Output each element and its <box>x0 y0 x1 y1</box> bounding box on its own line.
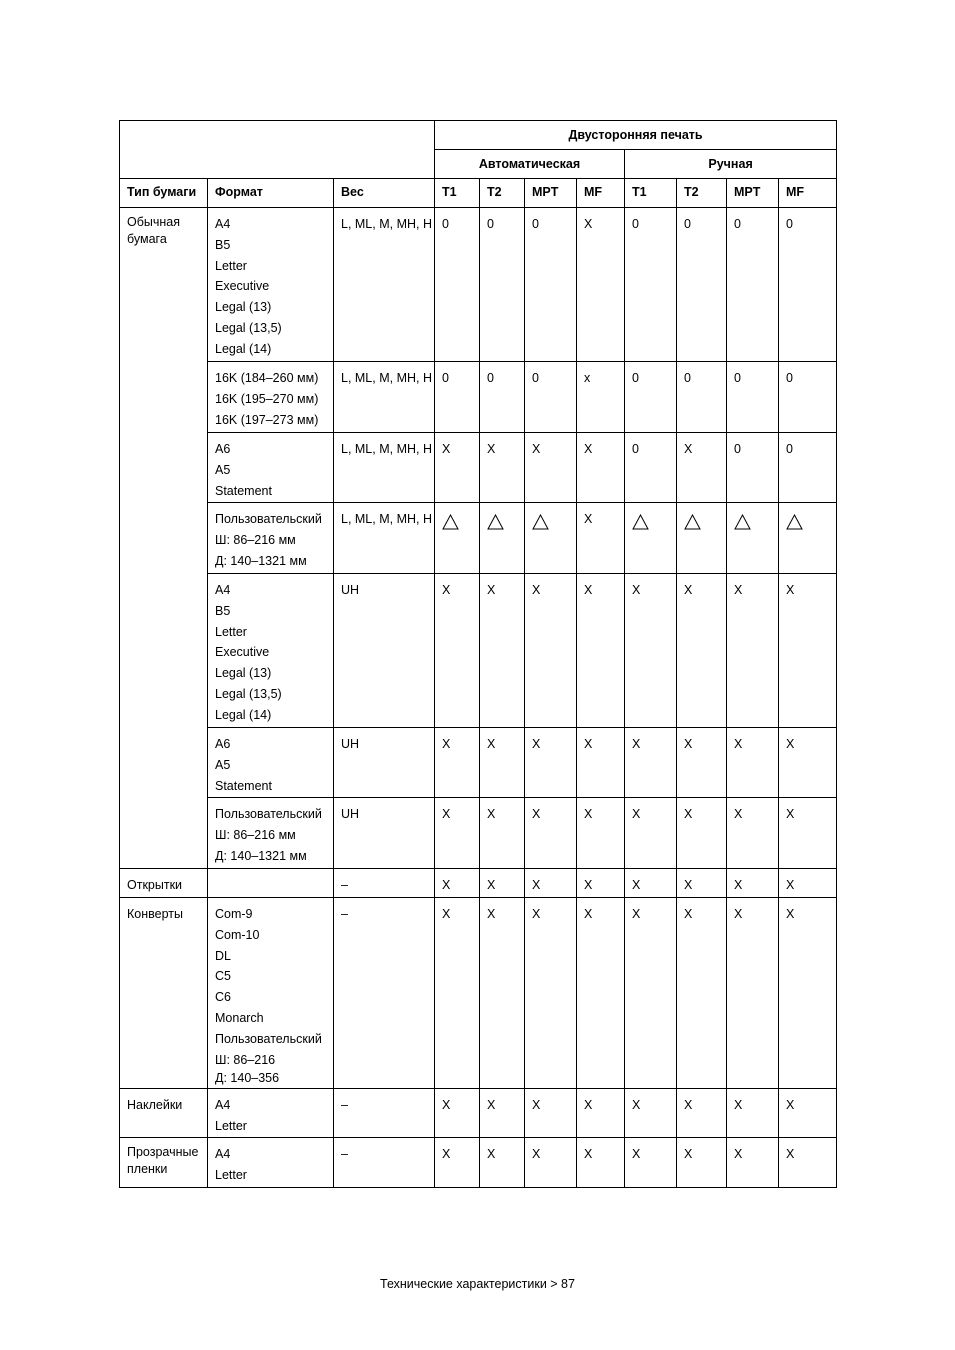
cell-line: L, ML, M, MH, H <box>341 442 432 456</box>
cell-line: L, ML, M, MH, H <box>341 371 432 385</box>
weight-cell <box>334 503 435 574</box>
column-header-manual-mpt: MPT <box>727 179 779 208</box>
table-row <box>120 433 837 503</box>
support-cell <box>480 798 525 869</box>
cell-line: X <box>684 807 693 821</box>
paper-type-cell <box>120 1089 208 1138</box>
table-row <box>120 898 837 1089</box>
cell-line: X <box>734 1098 743 1112</box>
cell-line: Д: 140–356 <box>215 1071 280 1086</box>
cell-line: X <box>584 878 593 892</box>
support-cell <box>677 208 727 362</box>
cell-line: Ш: 86–216 мм <box>215 532 296 547</box>
cell-line: 0 <box>786 442 793 456</box>
cell-line: X <box>684 737 693 751</box>
cell-line: Д: 140–1321 мм <box>215 553 307 568</box>
support-cell <box>480 503 525 574</box>
column-header-manual-mf: MF <box>779 179 837 208</box>
support-cell <box>677 728 727 798</box>
support-cell <box>779 208 837 362</box>
cell-line: Наклейки <box>127 1098 183 1112</box>
support-cell <box>525 798 577 869</box>
support-cell <box>677 898 727 1089</box>
weight-cell <box>334 362 435 433</box>
table-row <box>120 1089 837 1138</box>
support-cell <box>779 574 837 728</box>
cell-line: Letter <box>215 1167 247 1182</box>
support-cell <box>677 1089 727 1138</box>
cell-line: X <box>734 878 743 892</box>
cell-line: X <box>442 878 451 892</box>
support-cell <box>480 1089 525 1138</box>
support-cell <box>779 503 837 574</box>
cell-line: C5 <box>215 969 231 984</box>
support-cell <box>435 433 480 503</box>
format-cell <box>208 728 334 798</box>
cell-line: X <box>487 737 496 751</box>
cell-line: X <box>584 907 593 921</box>
header-empty-cell <box>120 121 435 179</box>
cell-line: Пользовательский <box>215 807 322 821</box>
cell-line: 0 <box>786 371 793 385</box>
cell-line: X <box>734 907 743 921</box>
support-cell <box>625 728 677 798</box>
column-header-paper-type: Тип бумаги <box>120 179 208 208</box>
cell-line: X <box>786 583 795 597</box>
column-header-manual-t1: T1 <box>625 179 677 208</box>
support-cell <box>435 1138 480 1188</box>
cell-line: X <box>632 907 641 921</box>
triangle-icon <box>487 514 504 530</box>
support-cell <box>435 798 480 869</box>
cell-line: – <box>341 1147 348 1161</box>
support-cell <box>779 869 837 898</box>
support-cell <box>480 362 525 433</box>
cell-line: Legal (13,5) <box>215 320 282 335</box>
cell-line: 0 <box>442 371 449 385</box>
cell-line: X <box>532 878 541 892</box>
support-cell <box>677 362 727 433</box>
support-cell <box>435 898 480 1089</box>
cell-line: A5 <box>215 757 231 772</box>
support-cell <box>625 798 677 869</box>
support-cell <box>677 869 727 898</box>
support-cell <box>480 433 525 503</box>
column-header-manual-t2: T2 <box>677 179 727 208</box>
support-cell <box>625 208 677 362</box>
cell-line: X <box>734 807 743 821</box>
cell-line: X <box>584 512 593 526</box>
cell-line: X <box>786 907 795 921</box>
support-cell <box>525 503 577 574</box>
triangle-icon <box>632 514 649 530</box>
cell-line: X <box>584 217 593 231</box>
weight-cell <box>334 1089 435 1138</box>
support-cell <box>525 208 577 362</box>
cell-line: пленки <box>127 1161 168 1176</box>
cell-line: X <box>532 907 541 921</box>
cell-line: Legal (14) <box>215 707 272 722</box>
cell-line: X <box>632 737 641 751</box>
support-cell <box>525 898 577 1089</box>
weight-cell <box>334 798 435 869</box>
support-cell <box>525 1089 577 1138</box>
cell-line: Statement <box>215 483 272 498</box>
format-cell <box>208 208 334 362</box>
cell-line: X <box>442 807 451 821</box>
cell-line: A6 <box>215 737 231 751</box>
support-cell <box>435 1089 480 1138</box>
cell-line: Legal (13) <box>215 300 272 315</box>
cell-line: X <box>584 807 593 821</box>
support-cell <box>577 362 625 433</box>
support-cell <box>677 433 727 503</box>
cell-line: A6 <box>215 442 231 456</box>
support-cell <box>435 574 480 728</box>
triangle-icon <box>442 514 459 530</box>
cell-line: X <box>532 1098 541 1112</box>
column-header-format: Формат <box>208 179 334 208</box>
format-cell <box>208 1138 334 1188</box>
table-row <box>120 1138 837 1188</box>
cell-line: Прозрачные <box>127 1145 199 1159</box>
cell-line: X <box>734 583 743 597</box>
cell-line: 0 <box>786 217 793 231</box>
support-cell <box>727 1138 779 1188</box>
cell-line: X <box>584 442 593 456</box>
paper-support-table <box>119 120 837 1188</box>
cell-line: X <box>532 807 541 821</box>
weight-cell <box>334 898 435 1089</box>
cell-line: X <box>532 1147 541 1161</box>
weight-cell <box>334 728 435 798</box>
cell-line: 0 <box>734 442 741 456</box>
cell-line: – <box>341 1098 348 1112</box>
cell-line: X <box>684 878 693 892</box>
support-cell <box>625 1138 677 1188</box>
format-cell <box>208 574 334 728</box>
cell-line: Letter <box>215 1118 247 1133</box>
cell-line: X <box>786 807 795 821</box>
cell-line: Statement <box>215 778 272 793</box>
cell-line: X <box>532 737 541 751</box>
cell-line: X <box>632 1098 641 1112</box>
cell-line: X <box>684 907 693 921</box>
format-cell <box>208 362 334 433</box>
cell-line: Д: 140–1321 мм <box>215 848 307 863</box>
support-cell <box>480 1138 525 1188</box>
cell-line: Executive <box>215 279 270 294</box>
support-cell <box>779 728 837 798</box>
paper-type-cell <box>120 208 208 869</box>
cell-line: Monarch <box>215 1010 264 1025</box>
cell-line: X <box>442 737 451 751</box>
support-cell <box>779 362 837 433</box>
cell-line: X <box>786 1147 795 1161</box>
weight-cell <box>334 1138 435 1188</box>
table-row <box>120 503 837 574</box>
cell-line: UH <box>341 737 360 751</box>
cell-line: X <box>487 1098 496 1112</box>
cell-line: X <box>684 583 693 597</box>
support-cell <box>525 869 577 898</box>
cell-line: 0 <box>734 371 741 385</box>
cell-line: 0 <box>684 217 691 231</box>
paper-type-cell <box>120 898 208 1089</box>
cell-line: Executive <box>215 645 270 660</box>
cell-line: 16K (195–270 мм) <box>215 391 319 406</box>
support-cell <box>577 208 625 362</box>
cell-line: X <box>487 878 496 892</box>
triangle-icon <box>684 514 701 530</box>
support-cell <box>625 898 677 1089</box>
cell-line: X <box>487 1147 496 1161</box>
support-cell <box>577 869 625 898</box>
paper-type-cell <box>120 1138 208 1188</box>
header-auto: Автоматическая <box>435 150 625 179</box>
triangle-icon <box>786 514 803 530</box>
support-cell <box>577 1138 625 1188</box>
support-cell <box>480 898 525 1089</box>
format-cell <box>208 798 334 869</box>
support-cell <box>727 728 779 798</box>
cell-line: бумага <box>127 231 167 246</box>
support-cell <box>779 1089 837 1138</box>
support-cell <box>625 362 677 433</box>
cell-line: X <box>632 878 641 892</box>
cell-line: X <box>632 807 641 821</box>
cell-line: 16K (184–260 мм) <box>215 371 319 385</box>
cell-line: Letter <box>215 624 247 639</box>
support-cell <box>677 1138 727 1188</box>
header-manual: Ручная <box>625 150 837 179</box>
column-header-auto-mpt: MPT <box>525 179 577 208</box>
support-cell <box>435 208 480 362</box>
column-header-auto-t1: T1 <box>435 179 480 208</box>
cell-line: X <box>487 907 496 921</box>
support-cell <box>625 1089 677 1138</box>
cell-line: X <box>442 907 451 921</box>
cell-line: A4 <box>215 583 231 597</box>
support-cell <box>435 362 480 433</box>
support-cell <box>435 869 480 898</box>
support-cell <box>779 1138 837 1188</box>
cell-line: X <box>632 583 641 597</box>
triangle-icon <box>532 514 549 530</box>
table-row <box>120 362 837 433</box>
support-cell <box>480 728 525 798</box>
cell-line: X <box>532 442 541 456</box>
support-cell <box>779 433 837 503</box>
cell-line: 0 <box>684 371 691 385</box>
support-cell <box>577 1089 625 1138</box>
cell-line: L, ML, M, MH, H <box>341 217 432 231</box>
format-cell <box>208 1089 334 1138</box>
support-cell <box>625 433 677 503</box>
cell-line: B5 <box>215 603 231 618</box>
support-cell <box>435 503 480 574</box>
cell-line: 16K (197–273 мм) <box>215 412 319 427</box>
cell-line: Ш: 86–216 мм <box>215 827 296 842</box>
support-cell <box>625 574 677 728</box>
cell-line: X <box>442 583 451 597</box>
support-cell <box>577 574 625 728</box>
cell-line: 0 <box>734 217 741 231</box>
cell-line: L, ML, M, MH, H <box>341 512 432 526</box>
table-row <box>120 728 837 798</box>
column-header-auto-mf: MF <box>577 179 625 208</box>
paper-type-cell <box>120 869 208 898</box>
format-cell <box>208 433 334 503</box>
cell-line: 0 <box>442 217 449 231</box>
weight-cell <box>334 208 435 362</box>
support-cell <box>625 869 677 898</box>
support-cell <box>525 433 577 503</box>
support-cell <box>577 798 625 869</box>
support-cell <box>779 798 837 869</box>
column-header-row <box>120 179 837 208</box>
cell-line: X <box>632 1147 641 1161</box>
support-cell <box>625 503 677 574</box>
cell-line: Ш: 86–216 <box>215 1052 276 1067</box>
cell-line: 0 <box>632 217 639 231</box>
cell-line: A5 <box>215 462 231 477</box>
cell-line: 0 <box>487 217 494 231</box>
cell-line: X <box>487 583 496 597</box>
cell-line: – <box>341 878 348 892</box>
support-cell <box>727 869 779 898</box>
support-cell <box>480 869 525 898</box>
support-cell <box>525 1138 577 1188</box>
support-cell <box>727 574 779 728</box>
weight-cell <box>334 574 435 728</box>
cell-line: X <box>786 878 795 892</box>
cell-line: X <box>442 1098 451 1112</box>
cell-line: Legal (13,5) <box>215 686 282 701</box>
support-cell <box>577 433 625 503</box>
cell-line: UH <box>341 583 360 597</box>
cell-line: 0 <box>532 217 539 231</box>
cell-line: X <box>584 1147 593 1161</box>
support-cell <box>677 798 727 869</box>
table-body <box>120 208 837 1188</box>
cell-line: A4 <box>215 1098 231 1112</box>
format-cell <box>208 503 334 574</box>
support-cell <box>480 574 525 728</box>
support-cell <box>677 574 727 728</box>
cell-line: DL <box>215 948 231 963</box>
cell-line: X <box>442 442 451 456</box>
cell-line: X <box>584 583 593 597</box>
cell-line: 0 <box>632 442 639 456</box>
support-cell <box>525 574 577 728</box>
cell-line: Пользовательский <box>215 1031 322 1046</box>
support-cell <box>727 433 779 503</box>
cell-line: X <box>786 1098 795 1112</box>
cell-line: X <box>684 1147 693 1161</box>
cell-line: 0 <box>632 371 639 385</box>
column-header-auto-t2: T2 <box>480 179 525 208</box>
support-cell <box>727 798 779 869</box>
cell-line: C6 <box>215 990 231 1005</box>
cell-line: Обычная <box>127 215 181 229</box>
cell-line: X <box>734 1147 743 1161</box>
triangle-icon <box>734 514 751 530</box>
cell-line: X <box>734 737 743 751</box>
support-cell <box>727 898 779 1089</box>
page-footer: Технические характеристики > 87 <box>380 1277 575 1291</box>
support-cell <box>577 503 625 574</box>
support-cell <box>779 898 837 1089</box>
cell-line: Пользовательский <box>215 512 322 526</box>
cell-line: Com-9 <box>215 907 253 921</box>
cell-line: Legal (13) <box>215 666 272 681</box>
cell-line: X <box>487 807 496 821</box>
cell-line: – <box>341 907 348 921</box>
header-duplex: Двусторонняя печать <box>435 121 837 150</box>
cell-line: UH <box>341 807 360 821</box>
table-row <box>120 869 837 898</box>
cell-line: Letter <box>215 258 247 273</box>
cell-line: 0 <box>487 371 494 385</box>
support-cell <box>727 362 779 433</box>
cell-line: Конверты <box>127 907 183 921</box>
cell-line: x <box>584 371 591 385</box>
column-header-weight: Вес <box>334 179 435 208</box>
cell-line: Legal (14) <box>215 341 272 356</box>
support-cell <box>577 898 625 1089</box>
weight-cell <box>334 869 435 898</box>
weight-cell <box>334 433 435 503</box>
support-cell <box>577 728 625 798</box>
support-cell <box>525 362 577 433</box>
cell-line: X <box>442 1147 451 1161</box>
cell-line: A4 <box>215 1147 231 1161</box>
support-cell <box>525 728 577 798</box>
support-cell <box>727 1089 779 1138</box>
cell-line: X <box>684 442 693 456</box>
support-cell <box>435 728 480 798</box>
table-row <box>120 798 837 869</box>
table-header <box>120 121 837 208</box>
format-cell <box>208 898 334 1089</box>
format-cell <box>208 869 334 898</box>
table-row <box>120 208 837 362</box>
cell-line: X <box>487 442 496 456</box>
cell-line: Открытки <box>127 878 183 892</box>
cell-line: X <box>684 1098 693 1112</box>
cell-line: Com-10 <box>215 927 260 942</box>
cell-line: 0 <box>532 371 539 385</box>
support-cell <box>727 503 779 574</box>
cell-line: X <box>532 583 541 597</box>
support-cell <box>677 503 727 574</box>
cell-line: X <box>584 737 593 751</box>
support-cell <box>480 208 525 362</box>
table-row <box>120 574 837 728</box>
cell-line: X <box>584 1098 593 1112</box>
cell-line: X <box>786 737 795 751</box>
support-cell <box>727 208 779 362</box>
cell-line: A4 <box>215 217 231 231</box>
cell-line: B5 <box>215 237 231 252</box>
